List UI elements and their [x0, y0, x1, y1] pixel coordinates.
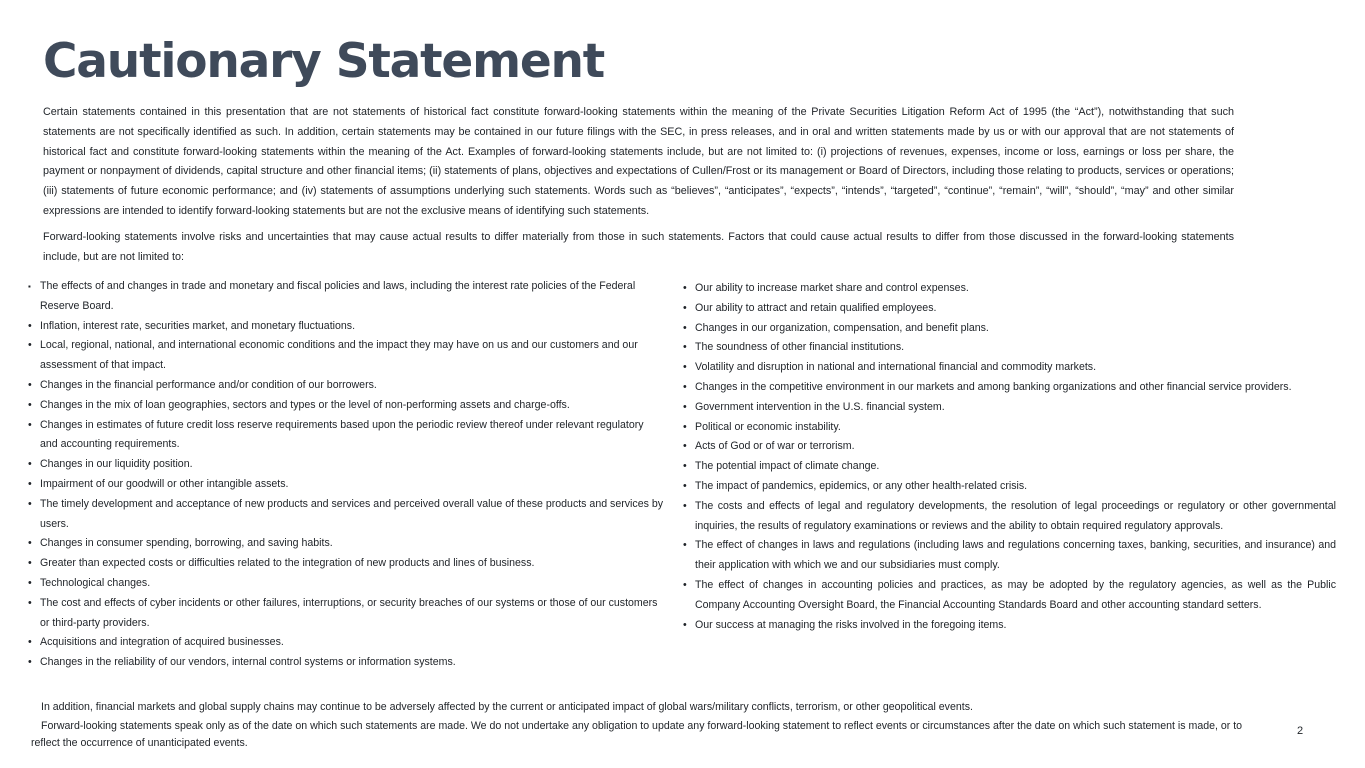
- list-item: • Volatility and disruption in national and international financial and commodity markets.: [683, 358, 1336, 378]
- list-item: • The timely development and acceptance of new products and services and perceived overall value of these products and services by users.: [28, 495, 664, 535]
- list-item: • Political or economic instability.: [683, 418, 1336, 438]
- intro-paragraph-1: Certain statements contained in this presentation that are not statements of historical fact constitute forward-looking statements within the meaning of the Private Securities Litigation Reform Act of 1995 (the “Act”), notwithstanding that such statements are not specifically identified as such. In addition, certain statements may be contained in our future filings with the SEC, in press releases, and in oral and written statements made by us or with our approval that are not statements of historical fact and constitute forward-looking statements within the meaning of the Act. Examples of forward-looking statements include, but are not limited to: (i) projections of revenues, expenses, income or loss, earnings or loss per share, the payment or nonpayment of dividends, capital structure and other financial items; (ii) statements of plans, objectives and expectations of Cullen/Frost or its management or Board of Directors, including those relating to products, services or operations; (iii) statements of future economic performance; and (iv) statements of assumptions underlying such statements. Words such as “believes”, “anticipates”, “expects”, “intends”, “targeted”, “continue”, “remain”, “will”, “should”, “may” and other similar expressions are intended to identify forward-looking statements but are not the exclusive means of identifying such statements.: [43, 106, 1234, 217]
- list-item: • Changes in the competitive environment in our markets and among banking organizations and other financial service providers.: [683, 378, 1336, 398]
- list-item: • Acts of God or of war or terrorism.: [683, 437, 1336, 457]
- list-item: • Changes in consumer spending, borrowing, and saving habits.: [28, 534, 664, 554]
- list-item: • Greater than expected costs or difficulties related to the integration of new products and lines of business.: [28, 554, 664, 574]
- list-item: • Acquisitions and integration of acquired businesses.: [28, 633, 664, 653]
- list-item: • The costs and effects of legal and regulatory developments, the resolution of legal proceedings or regulatory or other governmental inquiries, the results of regulatory examinations or reviews and the ability to obtain required regulatory approvals.: [683, 497, 1336, 537]
- page-title: Cautionary Statement: [43, 34, 605, 89]
- list-item: • The cost and effects of cyber incidents or other failures, interruptions, or security breaches of our systems or those of our customers or third-party providers.: [28, 594, 664, 634]
- list-item: • Changes in the financial performance and/or condition of our borrowers.: [28, 376, 664, 396]
- list-item: • Technological changes.: [28, 574, 664, 594]
- list-item: • The effect of changes in accounting policies and practices, as may be adopted by the regulatory agencies, as well as the Public Company Accounting Oversight Board, the Financial Accounting Standards Board and other accounting standard setters.: [683, 576, 1336, 616]
- list-item: • The potential impact of climate change.: [683, 457, 1336, 477]
- list-item: • The soundness of other financial institutions.: [683, 338, 1336, 358]
- footer-section: [31, 699, 1271, 753]
- list-item: • Changes in our liquidity position.: [28, 455, 664, 475]
- risk-factors-right-list: [683, 279, 1336, 635]
- list-item: • Government intervention in the U.S. financial system.: [683, 398, 1336, 418]
- list-item: • Changes in estimates of future credit loss reserve requirements based upon the periodic review thereof under relevant regulatory and accounting requirements.: [28, 416, 664, 456]
- list-item: • Changes in the mix of loan geographies, sectors and types or the level of non-performing assets and charge-offs.: [28, 396, 664, 416]
- list-item: • Changes in our organization, compensation, and benefit plans.: [683, 319, 1336, 339]
- list-item: • Our success at managing the risks involved in the foregoing items.: [683, 616, 1336, 636]
- intro-section: [43, 103, 1234, 268]
- list-item: • Our ability to attract and retain qualified employees.: [683, 299, 1336, 319]
- list-item: • The effect of changes in laws and regulations (including laws and regulations concerning taxes, banking, securities, and insurance) and their application with which we and our subsidiaries must comply.: [683, 536, 1336, 576]
- footer-paragraph-2: Forward-looking statements speak only as of the date on which such statements are made. We do not undertake any obligation to update any forward-looking statement to reflect events or circumstances after the date on which such statement is made, or to reflect the occurrence of unanticipated events.: [31, 719, 1243, 749]
- list-item: ▪ The effects of and changes in trade and monetary and fiscal policies and laws, including the interest rate policies of the Federal Reserve Board.: [28, 277, 664, 317]
- list-item: • Impairment of our goodwill or other intangible assets.: [28, 475, 664, 495]
- risk-factors-left-list: [28, 277, 664, 673]
- list-item: • Inflation, interest rate, securities market, and monetary fluctuations.: [28, 317, 664, 337]
- footer-paragraph-1: In addition, financial markets and global supply chains may continue to be adversely affected by the current or anticipated impact of global wars/military conflicts, terrorism, or other geopolitical events.: [41, 701, 973, 713]
- list-item: • The impact of pandemics, epidemics, or any other health-related crisis.: [683, 477, 1336, 497]
- page-number: 2: [1297, 725, 1304, 737]
- intro-paragraph-2: Forward-looking statements involve risks and uncertainties that may cause actual results to differ materially from those in such statements. Factors that could cause actual results to differ from those discussed in the forward-looking statements include, but are not limited to:: [43, 231, 1234, 264]
- list-item: • Local, regional, national, and international economic conditions and the impact they may have on us and our customers and our assessment of that impact.: [28, 336, 664, 376]
- list-item: • Our ability to increase market share and control expenses.: [683, 279, 1336, 299]
- list-item: • Changes in the reliability of our vendors, internal control systems or information systems.: [28, 653, 664, 673]
